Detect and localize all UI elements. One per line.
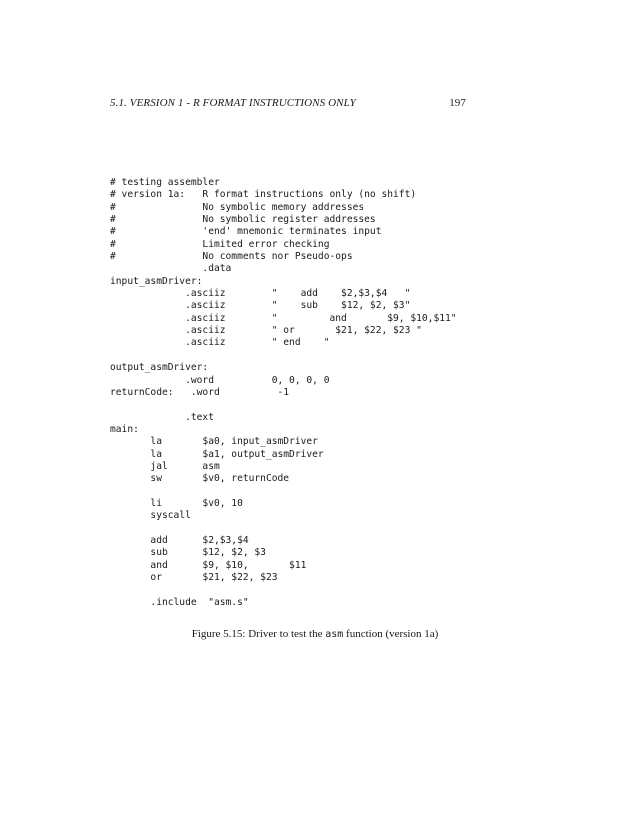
figure-caption — [0, 628, 630, 640]
code-line — [110, 486, 457, 498]
code-line — [110, 523, 457, 535]
code-line: .asciiz " sub $12, $2, $3" — [110, 300, 411, 312]
code-line: output_asmDriver: — [110, 362, 209, 374]
code-line: .asciiz " add $2,$3,$4 " — [110, 288, 411, 300]
code-line: syscall — [110, 510, 191, 522]
caption-suffix: function (version 1a) — [343, 628, 439, 640]
code-line: .asciiz " and $9, $10,$11" — [110, 312, 457, 324]
code-line: .asciiz " or $21, $22, $23 " — [110, 325, 422, 337]
code-line: .include "asm.s" — [110, 596, 249, 608]
code-line: input_asmDriver: — [110, 275, 203, 287]
code-line: or $21, $22, $23 — [110, 572, 278, 583]
code-line: # No symbolic memory addresses — [110, 201, 365, 213]
code-line: sub $12, $2, $3 — [110, 547, 266, 559]
code-line — [110, 399, 457, 411]
code-line: sw $v0, returnCode — [110, 473, 290, 485]
code-line: # testing assembler — [110, 177, 220, 188]
code-line — [110, 350, 457, 362]
code-line: .word 0, 0, 0, 0 — [110, 374, 330, 386]
code-line: add $2,$3,$4 — [110, 534, 249, 546]
code-line: and $9, $10, $11 — [110, 559, 307, 571]
code-line: # version 1a: R format instructions only (no shift) — [110, 189, 417, 201]
code-line: .data — [110, 263, 232, 275]
code-line: # No comments nor Pseudo-ops — [110, 251, 353, 263]
code-line: jal asm — [110, 460, 220, 472]
caption-prefix: Figure 5.15: Driver to test the — [191, 628, 326, 640]
code-line: returnCode: .word -1 — [110, 386, 290, 398]
code-line: la $a0, input_asmDriver — [110, 436, 318, 448]
code-line: main: — [110, 423, 139, 435]
code-line: # No symbolic register addresses — [110, 214, 376, 226]
section-title: 5.1. VERSION 1 - R FORMAT INSTRUCTIONS ONLY — [110, 97, 356, 109]
running-header — [110, 97, 466, 109]
code-line — [110, 584, 457, 596]
code-line: .asciiz " end " — [110, 337, 330, 349]
code-line: # 'end' mnemonic terminates input — [110, 226, 382, 238]
code-line: la $a1, output_asmDriver — [110, 448, 324, 460]
page-number: 197 — [449, 97, 466, 109]
code-line: # Limited error checking — [110, 238, 330, 250]
code-listing — [110, 177, 457, 609]
caption-code-word: asm — [325, 629, 344, 640]
code-line: .text — [110, 411, 214, 423]
code-line: li $v0, 10 — [110, 497, 243, 509]
